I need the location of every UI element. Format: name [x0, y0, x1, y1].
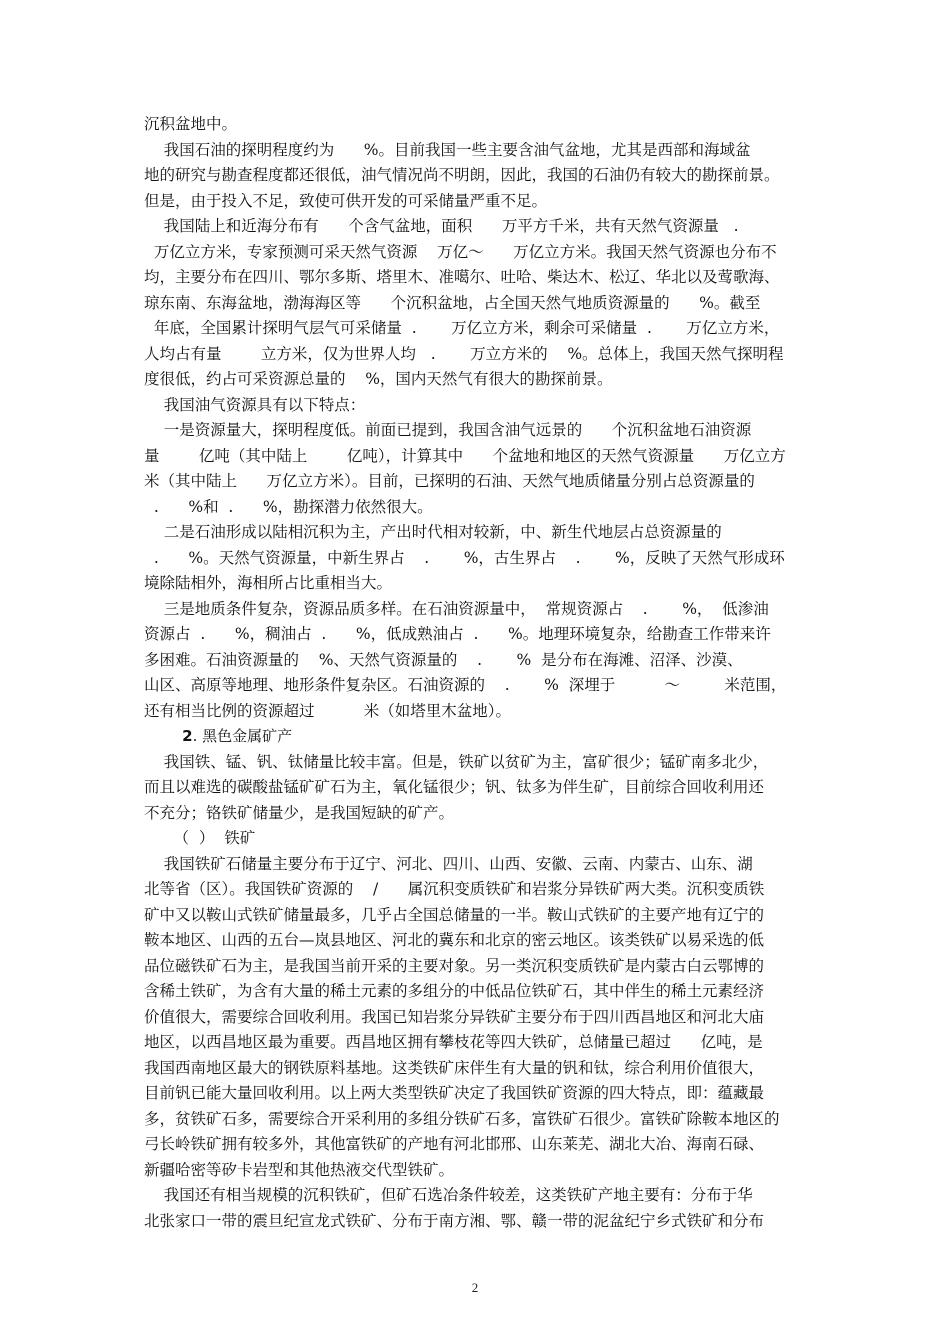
- text-line: 品位磁铁矿石为主，是我国当前开采的主要对象。另一类沉积变质铁矿是内蒙古白云鄂博的: [144, 956, 765, 975]
- paragraph: [144, 1183, 810, 1234]
- paragraph: [144, 520, 810, 597]
- text-line: 北等省（区）。我国铁矿资源的 / 属沉积变质铁矿和岩浆分异铁矿两大类。沉积变质铁: [144, 880, 765, 898]
- text-line: 我国油气资源具有以下特点：: [144, 395, 366, 414]
- text-line: 含稀土铁矿，为含有大量的稀土元素的多组分的中低品位铁矿石，其中伴生的稀土元素经济: [144, 982, 765, 1000]
- text-line: 鞍本地区、山西的五台—岚县地区、河北的冀东和北京的密云地区。该类铁矿以易采选的低: [144, 931, 765, 949]
- text-line: 我国还有相当规模的沉积铁矿，但矿石选冶条件较差，这类铁矿产地主要有：分布于华: [144, 1186, 753, 1204]
- text-line: 新疆哈密等矽卡岩型和其他热液交代型铁矿。: [144, 1160, 455, 1179]
- paragraph: [144, 138, 810, 215]
- text-line: 多，贫铁矿石多，需要综合开采利用的多组分铁矿石多，富铁矿石很少。富铁矿除鞍本地区的: [144, 1109, 780, 1128]
- text-line: 度很低，约占可采资源总量的 %，国内天然气有很大的勘探前景。: [144, 370, 613, 388]
- page-number: 2: [471, 1280, 479, 1295]
- text-line: 沉积盆地中。: [144, 115, 238, 133]
- text-line: 价值很大，需要综合回收利用。我国已知岩浆分异铁矿主要分布于四川西昌地区和河北大庙: [144, 1007, 765, 1026]
- text-line: 矿中又以鞍山式铁矿储量最多，几乎占全国总储量的一半。鞍山式铁矿的主要产地有辽宁的: [144, 905, 765, 924]
- text-line: 量 亿吨（其中陆上 亿吨），计算其中 个盆地和地区的天然气资源量 万亿立方: [144, 446, 786, 465]
- text-line: 我国陆上和近海分布有 个含气盆地，面积 万平方千米，共有天然气资源量 .: [144, 217, 739, 235]
- section-heading: [144, 724, 810, 750]
- text-line: . %。天然气资源量，中新生界占 . %，古生界占 . %，反映了天然气形成环: [144, 548, 785, 567]
- text-line: 三是地质条件复杂，资源品质多样。在石油资源量中， 常规资源占 . %， 低渗油: [144, 599, 769, 618]
- text-line: 但是，由于投入不足，致使可供开发的可采储量严重不足。: [144, 191, 548, 210]
- paragraph: [144, 393, 810, 419]
- text-line: 我国石油的探明程度约为 %。目前我国一些主要含油气盆地，尤其是西部和海域盆: [144, 140, 751, 159]
- text-line: 地区，以西昌地区最为重要。西昌地区拥有攀枝花等四大铁矿，总储量已超过 亿吨，是: [144, 1033, 763, 1051]
- section-ferrous-metals: [144, 750, 810, 1235]
- text-line: 万亿立方米，专家预测可采天然气资源 万亿～ 万亿立方米。我国天然气资源也分布不: [144, 242, 777, 261]
- document-page: [144, 112, 810, 1234]
- text-line: 二是石油形成以陆相沉积为主，产出时代相对较新，中、新生代地层占总资源量的: [144, 523, 722, 541]
- text-line: 目前钒已能大量回收利用。以上两大类型铁矿决定了我国铁矿资源的四大特点，即：蕴藏最: [144, 1084, 765, 1102]
- paragraph: [144, 214, 810, 393]
- heading-text: . 黑色金属矿产: [192, 727, 293, 745]
- text-line: 人均占有量 立方米，仅为世界人均 . 万立方米的 %。总体上，我国天然气探明程: [144, 344, 784, 363]
- text-line: 地的研究与勘查程度都还很低，油气情况尚不明朗，因此，我国的石油仍有较大的勘探前景。: [144, 166, 780, 184]
- text-line: . %和 . %，勘探潜力依然很大。: [144, 497, 433, 516]
- text-line: 均，主要分布在四川、鄂尔多斯、塔里木、准噶尔、吐哈、柴达木、松辽、华北以及莺歌海、: [144, 268, 780, 286]
- text-line: 我国铁、锰、钒、钛储量比较丰富。但是，铁矿以贫矿为主，富矿很少；锰矿南多北少，: [144, 752, 769, 771]
- text-line: 琼东南、东海盆地，渤海海区等 个沉积盆地，占全国天然气地质资源量的 %。截至: [144, 293, 761, 312]
- text-line: 米（其中陆上 万亿立方米）。目前，已探明的石油、天然气地质储量分别占总资源量的: [144, 472, 755, 490]
- section-oil-gas: [144, 112, 810, 724]
- text-line: 我国西南地区最大的钢铁原料基地。这类铁矿床伴生有大量的钒和钛，综合利用价值很大，: [144, 1058, 765, 1077]
- text-line: （ ） 铁矿: [144, 829, 256, 847]
- paragraph: [144, 826, 810, 852]
- paragraph: [144, 418, 810, 520]
- text-line: 多困难。石油资源量的 %、天然气资源量的 . % 是分布在海滩、沼泽、沙漠、: [144, 650, 743, 669]
- paragraph: [144, 112, 810, 138]
- text-line: 境除陆相外，海相所占比重相当大。: [144, 574, 393, 592]
- text-line: 弓长岭铁矿拥有较多外，其他富铁矿的产地有河北邯邢、山东莱芜、湖北大冶、海南石碌、: [144, 1135, 765, 1153]
- text-line: 一是资源量大，探明程度低。前面已提到，我国含油气远景的 个沉积盆地石油资源: [144, 421, 752, 439]
- text-line: 还有相当比例的资源超过 米（如塔里木盆地）。: [144, 701, 512, 720]
- heading-number: 2: [182, 727, 193, 745]
- text-line: 北张家口一带的震旦纪宣龙式铁矿、分布于南方湘、鄂、赣一带的泥盆纪宁乡式铁矿和分布: [144, 1211, 765, 1230]
- text-line: 不充分；铬铁矿储量少，是我国短缺的矿产。: [144, 803, 455, 822]
- text-line: 而且以难选的碳酸盐锰矿矿石为主，氧化锰很少；钒、钛多为伴生矿，目前综合回收利用还: [144, 778, 765, 796]
- paragraph: [144, 852, 810, 1184]
- text-line: 我国铁矿石储量主要分布于辽宁、河北、四川、山西、安徽、云南、内蒙古、山东、湖: [144, 854, 753, 873]
- text-line: 山区、高原等地理、地形条件复杂区。石油资源的 . % 深埋于 ～ 米范围，: [144, 676, 787, 694]
- text-line: 资源占 . %，稠油占 . %，低成熟油占 . %。地理环境复杂，给勘查工作带来许: [144, 625, 771, 643]
- paragraph: [144, 597, 810, 725]
- text-line: 年底，全国累计探明气层气可采储量 . 万亿立方米，剩余可采储量 . 万亿立方米，: [144, 319, 780, 337]
- paragraph: [144, 750, 810, 827]
